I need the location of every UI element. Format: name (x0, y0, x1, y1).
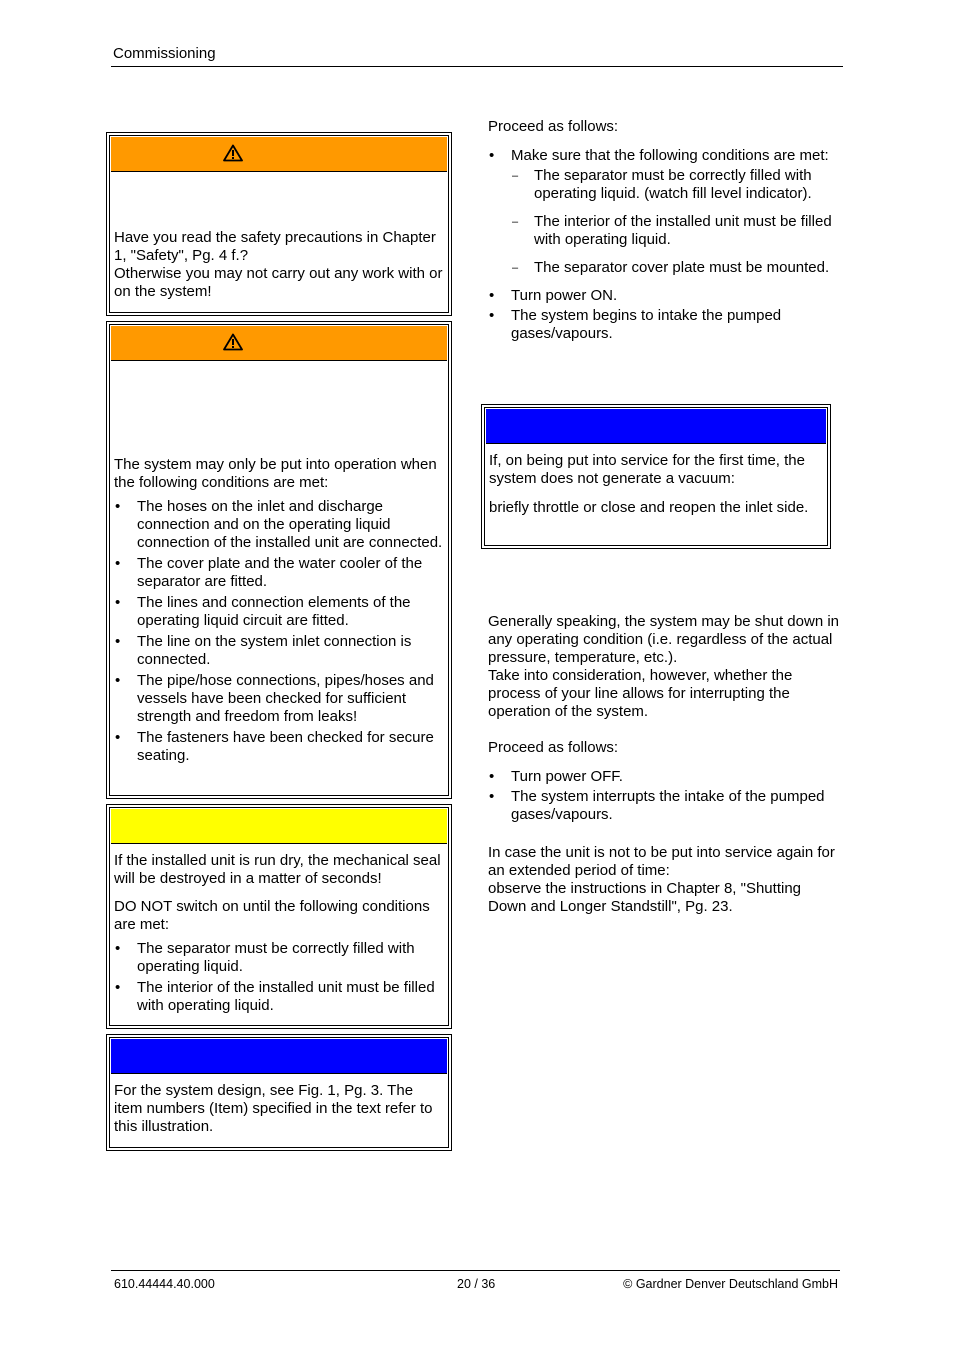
list-item: • The separator must be correctly filled with operating liquid. (114, 940, 445, 976)
list-item: • The cover plate and the water cooler of the separator are fitted. (114, 555, 445, 591)
caution-conditions-list (114, 940, 445, 1015)
list-item-text: Make sure that the following conditions are met: (511, 147, 829, 164)
list-item: • The interior of the installed unit must be filled with operating liquid. (114, 979, 445, 1015)
sub-list-item: – The interior of the installed unit must be filled with operating liquid. (511, 213, 840, 249)
list-item: • The system interrupts the intake of the pumped gases/vapours. (488, 788, 840, 824)
list-item: • The pipe/hose connections, pipes/hoses and vessels have been checked for sufficient strength and freedom from leaks! (114, 672, 445, 726)
note-text: briefly throttle or close and reopen the inlet side. (489, 499, 809, 516)
caution-text: DO NOT switch on until the following conditions are met: (114, 898, 430, 933)
list-item: • The lines and connection elements of the operating liquid circuit are fitted. (114, 594, 445, 630)
proceed-heading: Proceed as follows: (488, 118, 619, 135)
warning-triangle-icon (223, 144, 243, 167)
standstill-text: In case the unit is not to be put into service again for an extended period of time: (488, 844, 835, 879)
warning-triangle-icon (223, 333, 243, 356)
warning-header-bar (111, 137, 447, 172)
note-box (106, 1034, 452, 1151)
warning-intro: The system may only be put into operation when the following conditions are met: (114, 456, 437, 491)
header-rule (111, 66, 843, 67)
footer-rule (111, 1270, 840, 1271)
footer-page-number: 20 / 36 (457, 1277, 496, 1291)
sub-list-item: – The separator must be correctly filled with operating liquid. (watch fill level indicator). (511, 167, 840, 203)
list-item: • Turn power OFF. (488, 768, 840, 786)
list-item: • The fasteners have been checked for secure seating. (114, 729, 445, 765)
caution-box (106, 804, 452, 1029)
list-item: • Turn power ON. (488, 287, 840, 305)
footer-doc-number: 610.44444.40.000 (114, 1277, 215, 1291)
list-item: • The line on the system inlet connection is connected. (114, 633, 445, 669)
warning-header-bar (111, 326, 447, 361)
sub-conditions-list (511, 167, 840, 277)
note-header-bar (486, 409, 826, 444)
warning-text-line: Have you read the safety precautions in Chapter 1, "Safety", Pg. 4 f.? (114, 229, 436, 264)
shutdown-text: Generally speaking, the system may be shut down in any operating condition (i.e. regardless of the actual pressure, temperature, etc.). (488, 613, 840, 666)
list-item: • The hoses on the inlet and discharge connection and on the operating liquid connection of the installed unit are connected. (114, 498, 445, 552)
footer-copyright: © Gardner Denver Deutschland GmbH (623, 1277, 838, 1291)
standstill-text: observe the instructions in Chapter 8, "Shutting Down and Longer Standstill", Pg. 23. (488, 880, 802, 915)
first-start-note-box (481, 404, 831, 549)
caution-header-bar (111, 809, 447, 844)
list-item (488, 147, 840, 277)
operation-warning-box (106, 321, 452, 799)
note-text: For the system design, see Fig. 1, Pg. 3. The item numbers (Item) specified in the text refer to this illustration. (114, 1082, 433, 1135)
shutdown-section (488, 613, 840, 916)
proceed-heading: Proceed as follows: (488, 739, 619, 756)
note-header-bar (111, 1039, 447, 1074)
shutdown-text: Take into consideration, however, whether the process of your line allows for interrupting the operation of the system. (488, 667, 793, 720)
safety-warning-box (106, 132, 452, 316)
sub-list-item: – The separator cover plate must be mounted. (511, 259, 840, 277)
warning-text-line: Otherwise you may not carry out any work with or on the system! (114, 265, 443, 300)
page-header-title: Commissioning (113, 45, 216, 62)
steps-list (488, 147, 840, 343)
shutdown-steps-list (488, 768, 840, 824)
conditions-list (114, 498, 445, 765)
note-text: If, on being put into service for the first time, the system does not generate a vacuum: (489, 452, 805, 487)
list-item: • The system begins to intake the pumped gases/vapours. (488, 307, 840, 343)
caution-text: If the installed unit is run dry, the mechanical seal will be destroyed in a matter of seconds! (114, 852, 441, 887)
commissioning-steps (488, 118, 840, 343)
